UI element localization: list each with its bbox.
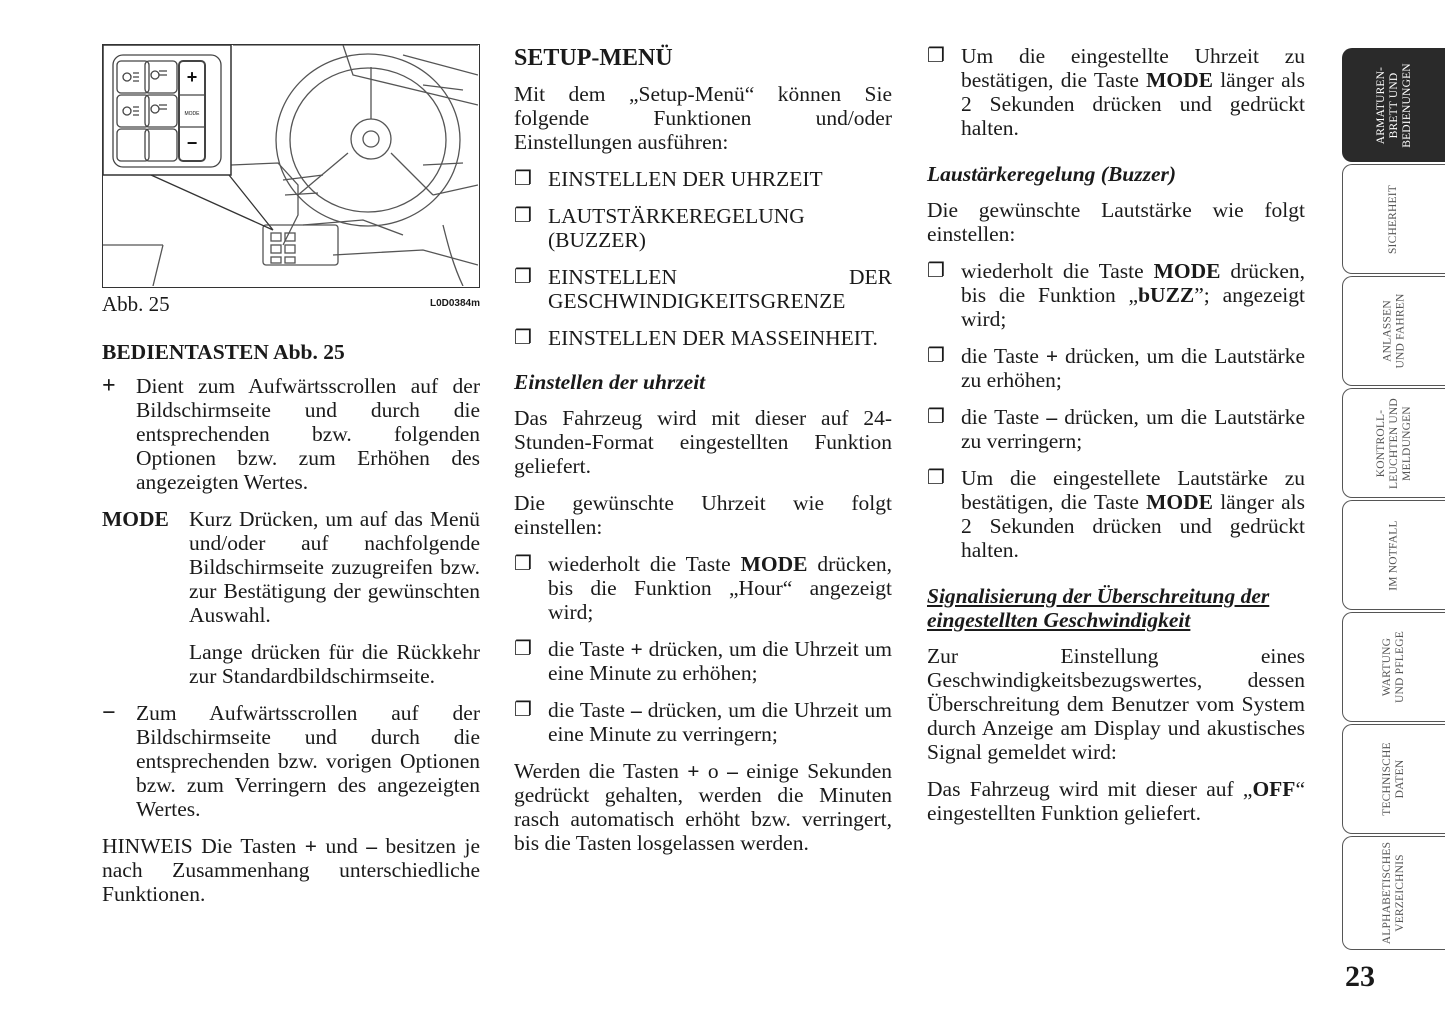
- menu-item: [514, 326, 892, 350]
- buzzer-paragraph-1: Die gewünschte Lautstärke wie folgt einstellen:: [927, 198, 1305, 246]
- mode-key-text-long: Lange drücken für die Rückkehr zur Standardbildschirmseite.: [189, 640, 480, 688]
- step-text: drücken, um die Lautstärke zu erhöhen;: [961, 344, 1305, 392]
- menu-item-label: EINSTELLEN DER GESCHWINDIGKEITSGRENZE: [548, 265, 892, 313]
- note-text-b: und: [317, 834, 367, 858]
- bullet-icon: ❐: [927, 345, 945, 367]
- step-key: +: [1045, 344, 1059, 368]
- tab-anlassen[interactable]: [1342, 276, 1445, 386]
- step-text: [961, 259, 1305, 331]
- step-text: [961, 466, 1305, 562]
- step-text: länger als 2 Sekunden drücken und gedrückt halten.: [961, 68, 1305, 140]
- bullet-icon: ❐: [514, 553, 532, 575]
- minus-key-text: Zum Aufwärtsscrollen auf der Bildschirmseite und durch die entsprechenden bzw. vorigen Optionen bzw. zum Verringern des angezeigten Wertes.: [136, 701, 480, 821]
- menu-item: [514, 204, 892, 252]
- figure-caption-row: [102, 292, 480, 316]
- step-text: drücken, bis die Funktion „: [961, 259, 1305, 307]
- subheading-uhrzeit: Einstellen der uhrzeit: [514, 370, 706, 394]
- panel-minus-label: −: [186, 133, 198, 153]
- speed-paragraph-1: Zur Einstellung eines Geschwindigkeitsbezugswertes, dessen Überschreitung dem Benutzer vom System durch Anzeige am Display und akustisches Signal gemeldet wird:: [927, 644, 1305, 764]
- bullet-icon: ❐: [927, 406, 945, 428]
- tab-label-line: SICHERHEIT: [1387, 184, 1400, 254]
- bullet-icon: ❐: [927, 467, 945, 489]
- buzzer-step: [927, 466, 1305, 562]
- tab-label-line: ARMATUREN-: [1374, 66, 1387, 144]
- note-text-a: HINWEIS Die Tasten: [102, 834, 305, 858]
- menu-item-label: EINSTELLEN DER UHRZEIT: [548, 167, 823, 191]
- tab-label: [1381, 842, 1407, 944]
- tab-label-line: VERZEICHNIS: [1394, 854, 1407, 932]
- column-right: [927, 44, 1305, 838]
- buzzer-step: [927, 259, 1305, 331]
- tab-technische-daten[interactable]: [1342, 724, 1445, 834]
- clock-step-text: [548, 698, 892, 746]
- step-text: wiederholt die Taste: [548, 552, 741, 576]
- tab-label-line: TECHNISCHE: [1381, 742, 1393, 816]
- confirm-clock-step: [927, 44, 1305, 140]
- minus-key-symbol: −: [102, 700, 116, 726]
- plus-key-entry: [102, 374, 480, 494]
- step-key: MODE: [1153, 259, 1221, 283]
- clock-paragraph-2: Die gewünschte Uhrzeit wie folgt einstellen:: [514, 491, 892, 539]
- subheading-speed: Signalisierung der Überschreitung der eingestellten Geschwindigkeit: [927, 584, 1270, 632]
- note-text-c: besitzen je nach Zusammenhang unterschiedliche Funktionen.: [102, 834, 481, 906]
- step-text: wiederholt die Taste: [961, 259, 1154, 283]
- menu-item-label: LAUTSTÄRKEREGELUNG (BUZZER): [548, 204, 805, 252]
- page-number: 23: [1345, 960, 1375, 993]
- bullet-icon: ❐: [514, 266, 532, 288]
- clock-step: [514, 552, 892, 624]
- clock-step: [514, 698, 892, 746]
- clock-step-text: [548, 637, 892, 685]
- step-text: die Taste: [548, 698, 631, 722]
- clock-paragraph-1: Das Fahrzeug wird mit dieser auf 24-Stunden-Format eingestellten Funktion geliefert.: [514, 406, 892, 478]
- tab-label: [1381, 742, 1407, 816]
- step-text: drücken, um die Uhrzeit um eine Minute zu verringern;: [548, 698, 892, 746]
- tab-armaturenbrett[interactable]: [1342, 48, 1445, 162]
- para-text: “ eingestellten Funktion geliefert.: [927, 777, 1305, 825]
- tab-label-line: DATEN: [1394, 759, 1406, 799]
- clock-step-text: [548, 552, 892, 624]
- step-text: [961, 344, 1305, 392]
- para-key: OFF: [1252, 777, 1296, 801]
- bullet-icon: ❐: [514, 327, 532, 349]
- tab-label: [1381, 294, 1407, 369]
- tab-label-line: ANLASSEN: [1380, 300, 1393, 362]
- step-text: drücken, um die Lautstärke zu verringern;: [961, 405, 1305, 453]
- tab-label-line: UND FAHREN: [1393, 293, 1406, 369]
- tab-label-line: UND PFLEGE: [1394, 631, 1406, 703]
- bullet-icon: ❐: [514, 699, 532, 721]
- tab-verzeichnis[interactable]: [1342, 836, 1445, 950]
- hinweis-note: [102, 834, 480, 906]
- mode-key-entry: [102, 507, 480, 627]
- para-text: Werden die Tasten: [514, 759, 688, 783]
- tab-label-line: MELDUNGEN: [1400, 405, 1413, 481]
- tab-label: [1388, 520, 1401, 590]
- tab-wartung[interactable]: [1342, 612, 1445, 722]
- figure-code: L0D0384m: [429, 298, 480, 309]
- menu-item: [514, 265, 892, 313]
- section-heading-setup: SETUP-MENÜ: [514, 45, 673, 71]
- tab-kontrollleuchten[interactable]: [1342, 388, 1445, 498]
- step-text: die Taste: [961, 344, 1046, 368]
- step-key: +: [630, 637, 643, 661]
- tab-label-line: WARTUNG: [1381, 637, 1393, 697]
- note-minus: –: [366, 834, 378, 858]
- clock-step: [514, 637, 892, 685]
- step-text: [961, 44, 1305, 140]
- step-text: Um die eingestellete Lautstärke zu bestätigen, die Taste: [961, 466, 1305, 514]
- step-key: –: [1046, 405, 1058, 429]
- speed-paragraph-2: [927, 777, 1305, 825]
- bullet-icon: ❐: [927, 260, 945, 282]
- column-left: [102, 44, 480, 919]
- menu-item-label: EINSTELLEN DER MASSEINHEIT.: [548, 326, 878, 350]
- para-text: o: [699, 759, 728, 783]
- bullet-icon: ❐: [927, 45, 945, 67]
- step-text: die Taste: [548, 637, 631, 661]
- bullet-icon: ❐: [514, 638, 532, 660]
- buzzer-step: [927, 405, 1305, 453]
- tab-label: [1375, 398, 1414, 489]
- mode-key-text: Kurz Drücken, um auf das Menü und/oder auf nachfolgende Bildschirmseite zuzugreifen bzw. zur Bestätigung der gewünschten Auswahl.: [189, 507, 480, 627]
- tab-im-notfall[interactable]: [1342, 500, 1445, 610]
- step-text: drücken, bis die Funktion „Hour“ angezeigt wird;: [548, 552, 892, 624]
- step-text: die Taste: [961, 405, 1047, 429]
- tab-label-line: IM NOTFALL: [1387, 519, 1400, 591]
- clock-paragraph-3: [514, 759, 892, 855]
- menu-item: [514, 167, 892, 191]
- step-text: ”; angezeigt wird;: [961, 283, 1305, 331]
- para-key: +: [687, 759, 700, 783]
- column-middle: [514, 44, 892, 868]
- dashboard-illustration: [103, 45, 478, 286]
- bullet-icon: ❐: [514, 168, 532, 190]
- para-text: Das Fahrzeug wird mit dieser auf „: [927, 777, 1253, 801]
- bullet-icon: ❐: [514, 205, 532, 227]
- setup-intro: Mit dem „Setup-Menü“ können Sie folgende Funktionen und/oder Einstellungen ausführen:: [514, 82, 892, 154]
- step-key: MODE: [740, 552, 808, 576]
- mode-key-symbol: MODE: [102, 507, 169, 531]
- step-key: –: [630, 698, 642, 722]
- para-text: einige Sekunden gedrückt gehalten, werden die Minuten rasch automatisch erhöht bzw. verringert, bis die Tasten losgelassen werden.: [514, 759, 892, 855]
- tab-label-line: KONTROLL-: [1374, 409, 1387, 477]
- tab-sicherheit[interactable]: [1342, 164, 1445, 274]
- panel-plus-label: +: [186, 67, 198, 87]
- tab-label: [1388, 184, 1401, 253]
- step-key: bUZZ: [1138, 283, 1195, 307]
- tab-label: [1374, 63, 1413, 148]
- step-text: Um die eingestellte Uhrzeit zu bestätigen, die Taste: [961, 44, 1305, 92]
- subheading-buzzer: Laustärkeregelung (Buzzer): [927, 162, 1177, 186]
- tab-label-line: BRETT UND: [1387, 72, 1400, 138]
- figure-caption: Abb. 25: [102, 292, 170, 316]
- step-text: [961, 405, 1305, 453]
- tab-label-line: BEDIENUNGEN: [1400, 62, 1413, 148]
- buzzer-step: [927, 344, 1305, 392]
- tab-label: [1381, 631, 1407, 703]
- tab-label-line: LEUCHTEN UND: [1387, 397, 1400, 489]
- minus-key-entry: [102, 701, 480, 821]
- tab-label-line: ALPHABETISCHES: [1381, 841, 1394, 945]
- section-heading-bedientasten: BEDIENTASTEN Abb. 25: [102, 340, 345, 364]
- dashboard-figure: [102, 44, 480, 288]
- step-key: MODE: [1146, 68, 1213, 92]
- step-key: MODE: [1146, 490, 1213, 514]
- panel-mode-label: MODE: [184, 111, 200, 117]
- step-text: länger als 2 Sekunden drücken und gedrückt halten.: [961, 490, 1305, 562]
- para-key: –: [727, 759, 738, 783]
- plus-key-symbol: +: [102, 373, 116, 399]
- step-text: drücken, um die Uhrzeit um eine Minute zu erhöhen;: [548, 637, 893, 685]
- plus-key-text: Dient zum Aufwärtsscrollen auf der Bildschirmseite und durch die entsprechenden bzw. folgenden Optionen bzw. zum Erhöhen des angezeigten Wertes.: [136, 374, 480, 494]
- note-plus: +: [304, 834, 318, 858]
